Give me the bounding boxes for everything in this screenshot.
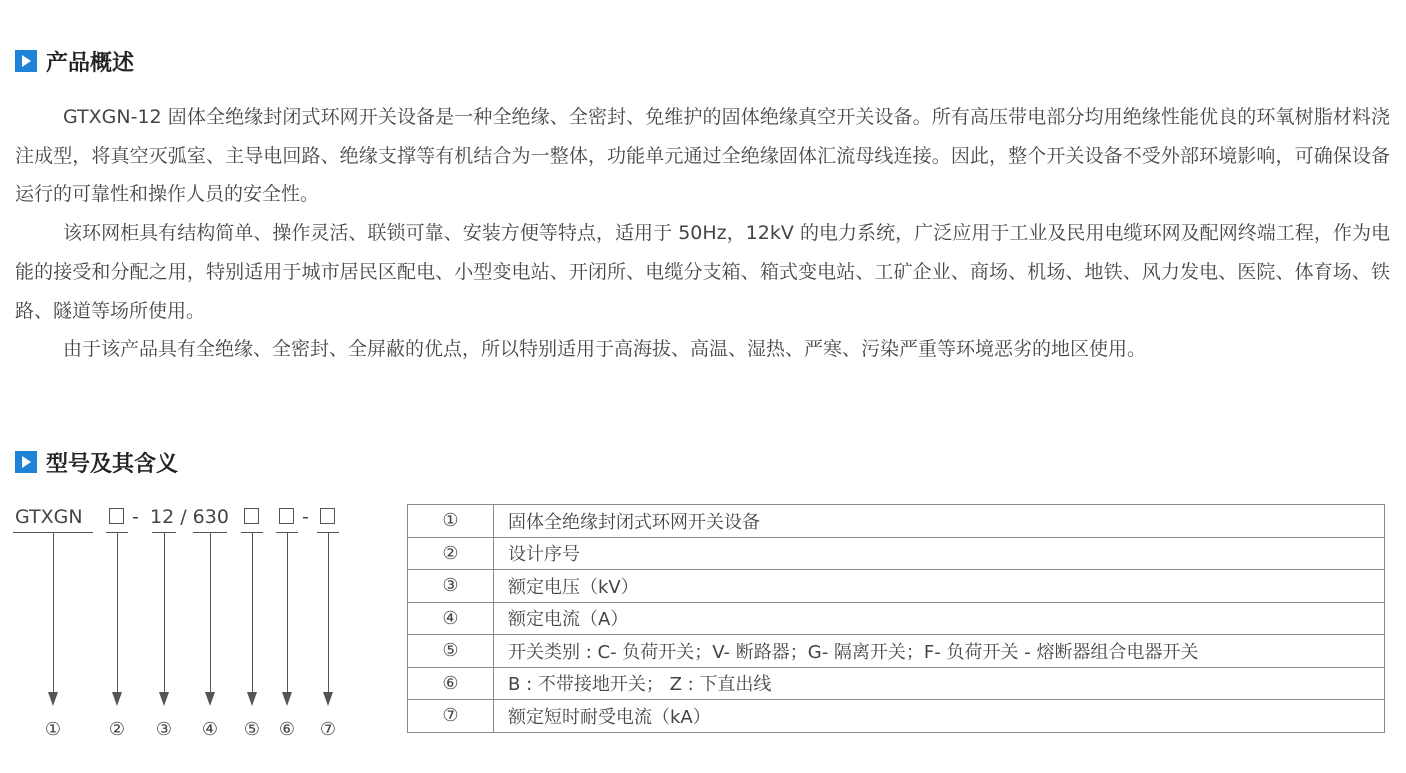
arrow-line-1 [53, 533, 54, 692]
arrow-line-6 [287, 533, 288, 692]
overview-body [15, 98, 1390, 369]
diagram-label-2: ② [108, 719, 126, 740]
model-slot-short-time-current [320, 508, 335, 524]
model-meaning-table [407, 504, 1385, 733]
overview-paragraph-3: 由于该产品具有全绝缘、全密封、全屏蔽的优点，所以特别适用于高海拔、高温、湿热、严寒、污染严重等环境恶劣的地区使用。 [63, 338, 1147, 361]
model-slot-design-no [109, 508, 124, 524]
table-row [408, 537, 1385, 570]
model-rating: 12 / 630 [150, 506, 229, 528]
overview-title-text: 产品概述 [46, 50, 135, 76]
diagram-label-7: ⑦ [319, 719, 337, 740]
arrow-line-4 [210, 533, 211, 692]
table-row [408, 602, 1385, 635]
model-prefix: GTXGN [15, 506, 83, 528]
table-row [408, 667, 1385, 700]
diagram-label-6: ⑥ [278, 719, 296, 740]
model-separator: - [302, 506, 309, 528]
row-meaning: 额定电流（A） [494, 602, 1385, 635]
diagram-label-5: ⑤ [243, 719, 261, 740]
arrow-line-3 [164, 533, 165, 692]
arrow-line-7 [328, 533, 329, 692]
row-meaning: 开关类别 : C- 负荷开关；V- 断路器；G- 隔离开关；F- 负荷开关 - 熔断器组合电器开关 [494, 635, 1385, 668]
arrow-line-2 [117, 533, 118, 692]
arrow-line-5 [252, 533, 253, 692]
row-number: ② [408, 537, 494, 570]
play-arrow-icon [15, 50, 37, 72]
diagram-label-4: ④ [201, 719, 219, 740]
diagram-label-3: ③ [155, 719, 173, 740]
row-number: ⑦ [408, 700, 494, 733]
row-meaning: 额定电压（kV） [494, 570, 1385, 603]
row-meaning: 设计序号 [494, 537, 1385, 570]
arrow-down-icon [323, 692, 333, 706]
row-meaning: B : 不带接地开关； Z : 下直出线 [494, 667, 1385, 700]
table-row [408, 505, 1385, 538]
overview-paragraph-2: 该环网柜具有结构简单、操作灵活、联锁可靠、安装方便等特点，适用于 50Hz，12kV 的电力系统，广泛应用于工业及民用电缆环网及配网终端工程，作为电能的接受和分配之用，特别适用于城市居民区配电、小型变电站、开闭所、电缆分支箱、箱式变电站、工矿企业、商场、机场、地铁、风力发电、医院、体育场、铁路、隧道等场所使用。 [15, 222, 1390, 322]
row-number: ⑥ [408, 667, 494, 700]
row-number: ① [408, 505, 494, 538]
row-meaning: 额定短时耐受电流（kA） [494, 700, 1385, 733]
table-row [408, 700, 1385, 733]
diagram-label-1: ① [44, 719, 62, 740]
overview-section-title [15, 47, 134, 75]
model-section-title [15, 448, 178, 476]
arrow-down-icon [247, 692, 257, 706]
row-number: ⑤ [408, 635, 494, 668]
table-row [408, 635, 1385, 668]
arrow-down-icon [282, 692, 292, 706]
model-slot-switch-type [244, 508, 259, 524]
model-title-text: 型号及其含义 [46, 451, 179, 477]
play-arrow-icon [15, 451, 37, 473]
arrow-down-icon [159, 692, 169, 706]
row-meaning: 固体全绝缘封闭式环网开关设备 [494, 505, 1385, 538]
row-number: ④ [408, 602, 494, 635]
row-number: ③ [408, 570, 494, 603]
model-slot-earthing [279, 508, 294, 524]
arrow-down-icon [48, 692, 58, 706]
arrow-down-icon [205, 692, 215, 706]
model-separator: - [132, 506, 139, 528]
overview-paragraph-1: GTXGN-12 固体全绝缘封闭式环网开关设备是一种全绝缘、全密封、免维护的固体绝缘真空开关设备。所有高压带电部分均用绝缘性能优良的环氧树脂材料浇注成型，将真空灭弧室、主导电回路、绝缘支撑等有机结合为一整体，功能单元通过全绝缘固体汇流母线连接。因此，整个开关设备不受外部环境影响，可确保设备运行的可靠性和操作人员的安全性。 [15, 106, 1390, 206]
arrow-down-icon [112, 692, 122, 706]
table-row [408, 570, 1385, 603]
